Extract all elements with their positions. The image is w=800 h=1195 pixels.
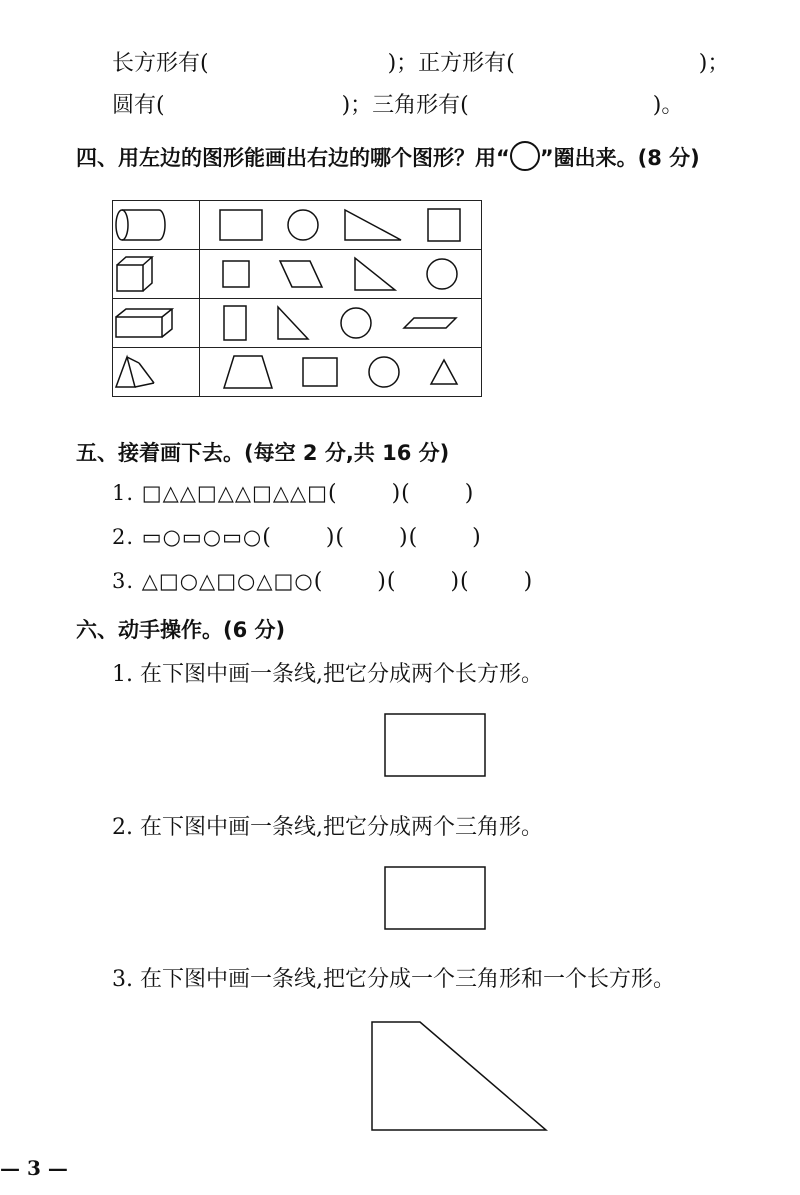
page-number: — 3 — [0, 1156, 68, 1180]
table-row [113, 299, 482, 348]
task-3-text: 3. 在下图中画一条线,把它分成一个三角形和一个长方形。 [112, 967, 675, 992]
blank-close: ) [472, 525, 482, 550]
cylinder-icon [113, 207, 169, 243]
task-3-trapezoid[interactable] [370, 1020, 548, 1132]
triangle-icon[interactable] [429, 358, 459, 386]
solid-cell [113, 348, 200, 397]
shape-options-cell [200, 201, 482, 250]
blank-mid: )( [377, 569, 397, 594]
shape-options-cell [200, 348, 482, 397]
q4-title: 四、用左边的图形能画出右边的哪个图形？用“ ”圈出来。(8 分) [76, 141, 700, 172]
item-number: 3. [112, 569, 135, 593]
solid-cell [113, 299, 200, 348]
circle-count-label: 圆有( [112, 93, 165, 118]
rectangle-icon[interactable] [223, 305, 247, 341]
square-icon[interactable] [222, 260, 250, 288]
right-triangle-icon[interactable] [276, 305, 310, 341]
blank-open: ( [328, 481, 338, 506]
table-row [113, 201, 482, 250]
square-icon[interactable] [426, 208, 462, 242]
circle-icon[interactable] [425, 257, 459, 291]
line1-end: )； [698, 51, 730, 76]
trapezoid-icon[interactable] [222, 354, 274, 390]
cube-icon [113, 254, 157, 294]
solid-cell [113, 201, 200, 250]
blank-mid: )( [391, 481, 411, 506]
circle-mark-icon [510, 141, 540, 171]
blank-close: ) [523, 569, 534, 594]
shape-sequence: ▭○▭○▭○ [141, 525, 263, 549]
rect-count-label: 长方形有( [112, 51, 209, 76]
blank-mid: )( [325, 525, 345, 550]
rectangle-icon[interactable] [302, 357, 338, 387]
item-number: 1. [112, 481, 135, 505]
table-row [113, 348, 482, 397]
shape-sequence: △□○△□○△□○ [141, 569, 314, 593]
sequence-item-1 [112, 481, 474, 506]
q5-title: 五、接着画下去。(每空 2 分,共 16 分) [76, 441, 450, 465]
sequence-item-2 [112, 525, 482, 550]
top-line-2 [112, 88, 683, 119]
task-1-text: 1. 在下图中画一条线,把它分成两个长方形。 [112, 662, 543, 687]
blank-mid: )( [450, 569, 470, 594]
triangle-count-label: )；三角形有( [341, 93, 469, 118]
item-number: 2. [112, 525, 135, 549]
task-1-rectangle[interactable] [384, 713, 486, 777]
square-count-label: )；正方形有( [387, 51, 515, 76]
shape-sequence: □△△□△△□△△□ [141, 481, 328, 505]
blank-close: ) [464, 481, 475, 506]
circle-icon[interactable] [286, 208, 320, 242]
top-line-1 [112, 46, 729, 77]
shape-options-cell [200, 250, 482, 299]
rectangle-icon[interactable] [219, 209, 263, 241]
line2-end: )。 [652, 93, 684, 118]
blank-open: ( [262, 525, 272, 550]
triangular-prism-icon [113, 353, 157, 391]
parallelogram-icon[interactable] [402, 316, 458, 330]
shape-match-table [112, 200, 482, 397]
circle-icon[interactable] [367, 355, 401, 389]
cuboid-icon [113, 305, 175, 341]
right-triangle-icon[interactable] [353, 256, 397, 292]
circle-icon[interactable] [339, 306, 373, 340]
sequence-item-3 [112, 569, 533, 594]
blank-mid: )( [399, 525, 419, 550]
task-2-rectangle[interactable] [384, 866, 486, 930]
right-triangle-icon[interactable] [343, 208, 403, 242]
parallelogram-icon[interactable] [278, 259, 324, 289]
shape-options-cell [200, 299, 482, 348]
task-2-text: 2. 在下图中画一条线,把它分成两个三角形。 [112, 815, 543, 840]
q6-title: 六、动手操作。(6 分) [76, 618, 286, 642]
solid-cell [113, 250, 200, 299]
blank-open: ( [313, 569, 324, 594]
table-row [113, 250, 482, 299]
